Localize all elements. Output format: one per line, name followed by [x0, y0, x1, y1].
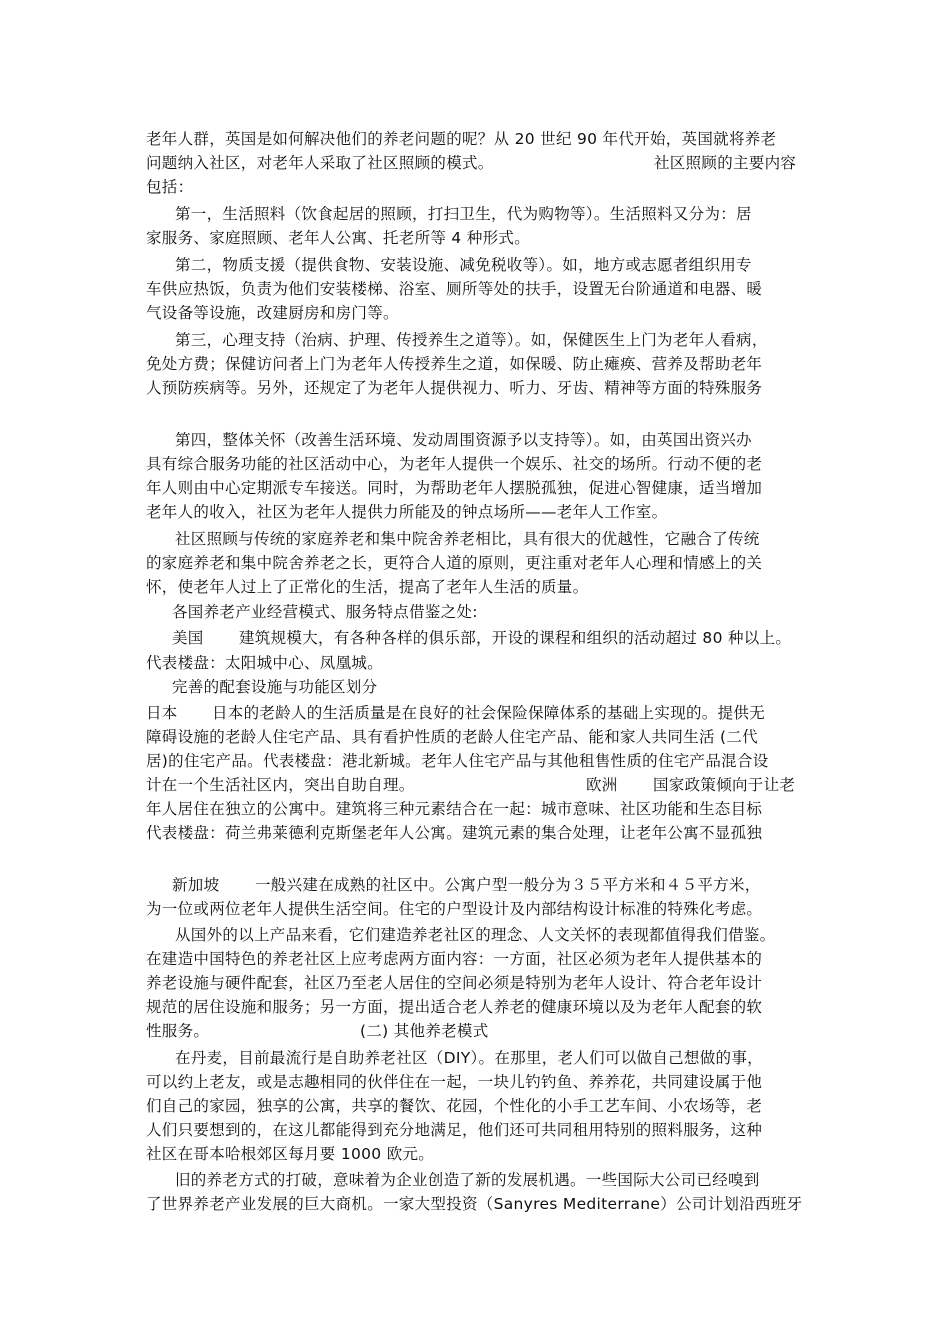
text-line: 社区照顾的主要内容: [654, 154, 797, 172]
text-line: 社区在哥本哈根郊区每月要 1000 欧元。: [146, 1145, 435, 1163]
text-line: 的家庭养老和集中院舍养老之长，更符合人道的原则，更注重对老年人心理和情感上的关: [146, 554, 763, 572]
text-line: 第四，整体关怀（改善生活环境、发动周围资源予以支持等）。如，由英国出资兴办: [175, 431, 752, 449]
text-line: 了世界养老产业发展的巨大商机。一家大型投资（Sanyres Mediterrane）公司计划沿西班牙: [146, 1195, 803, 1213]
text-line: 可以约上老友，或是志趣相同的伙伴住在一起，一块儿钓钓鱼、养养花，共同建设属于他: [146, 1073, 763, 1091]
text-line: 问题纳入社区，对老年人采取了社区照顾的模式。: [146, 154, 494, 172]
text-line: 规范的居住设施和服务；另一方面，提出适合老人养老的健康环境以及为老年人配套的软: [146, 998, 763, 1016]
text-line: 代表楼盘：荷兰弗莱德利克斯堡老年人公寓。建筑元素的集合处理，让老年公寓不显孤独: [146, 824, 763, 842]
text-line: 们自己的家园，独享的公寓，共享的餐饮、花园，个性化的小手工艺车间、小农场等，老: [146, 1097, 763, 1115]
text-line: 新加坡: [172, 876, 220, 894]
text-line: 计在一个生活社区内，突出自助自理。: [146, 776, 415, 794]
text-line: 在丹麦，目前最流行是自助养老社区（DIY）。在那里，老人们可以做自己想做的事，: [175, 1049, 763, 1067]
text-line: 年人则由中心定期派专车接送。同时，为帮助老年人摆脱孤独，促进心智健康，适当增加: [146, 479, 763, 497]
text-line: 社区照顾与传统的家庭养老和集中院舍养老相比，具有很大的优越性，它融合了传统: [175, 530, 760, 548]
text-line: 气设备等设施，改建厨房和房门等。: [146, 304, 399, 322]
text-line: 包括：: [146, 178, 194, 196]
text-line: 建筑规模大，有各种各样的俱乐部，开设的课程和组织的活动超过 80 种以上。: [239, 629, 792, 647]
text-line: 日本: [146, 704, 178, 722]
text-line: 车供应热饭，负责为他们安装楼梯、浴室、厕所等处的扶手，设置无台阶通道和电器、暖: [146, 280, 763, 298]
text-line: 具有综合服务功能的社区活动中心，为老年人提供一个娱乐、社交的场所。行动不便的老: [146, 455, 763, 473]
text-line: 免处方费；保健访问者上门为老年人传授养生之道，如保暖、防止瘫痪、营养及帮助老年: [146, 355, 763, 373]
text-line: 人们只要想到的，在这儿都能得到充分地满足，他们还可共同租用特别的照料服务，这种: [146, 1121, 763, 1139]
text-line: 为一位或两位老年人提供生活空间。住宅的户型设计及内部结构设计标准的特殊化考虑。: [146, 900, 763, 918]
text-line: 从国外的以上产品来看，它们建造养老社区的理念、人文关怀的表现都值得我们借鉴。: [175, 926, 776, 944]
text-line: 第三，心理支持（治病、护理、传授养生之道等）。如，保健医生上门为老年人看病，: [175, 331, 768, 349]
text-line: 人预防疾病等。另外，还规定了为老年人提供视力、听力、牙齿、精神等方面的特殊服务: [146, 379, 763, 397]
text-line: 老年人的收入，社区为老年人提供力所能及的钟点场所——老年人工作室。: [146, 503, 668, 521]
text-line: 怀，使老年人过上了正常化的生活，提高了老年人生活的质量。: [146, 578, 589, 596]
text-line: 日本的老龄人的生活质量是在良好的社会保险保障体系的基础上实现的。提供无: [212, 704, 766, 722]
text-line: 各国养老产业经营模式、服务特点借鉴之处:: [172, 603, 478, 621]
text-line: 美国: [172, 629, 204, 647]
text-line: 障碍设施的老龄人住宅产品、具有看护性质的老龄人住宅产品、能和家人共同生活 (二代: [146, 728, 758, 746]
text-line: 代表楼盘：太阳城中心、凤凰城。: [146, 654, 384, 672]
text-line: 完善的配套设施与功能区划分: [172, 678, 378, 696]
text-line: 性服务。: [146, 1022, 210, 1040]
text-line: 居)的住宅产品。代表楼盘：港北新城。老年人住宅产品与其他租售性质的住宅产品混合设: [146, 752, 769, 770]
text-line: 国家政策倾向于让老: [653, 776, 796, 794]
text-line: 第一，生活照料（饮食起居的照顾，打扫卫生，代为购物等）。生活照料又分为：居: [175, 205, 752, 223]
text-line: 一般兴建在成熟的社区中。公寓户型一般分为３５平方米和４５平方米，: [255, 876, 761, 894]
text-line: 家服务、家庭照顾、老年人公寓、托老所等 4 种形式。: [146, 229, 531, 247]
text-line: (二) 其他养老模式: [360, 1022, 489, 1040]
text-line: 旧的养老方式的打破，意味着为企业创造了新的发展机遇。一些国际大公司已经嗅到: [175, 1171, 760, 1189]
text-line: 老年人群，英国是如何解决他们的养老问题的呢？从 20 世纪 90 年代开始，英国就将养老: [146, 130, 777, 148]
text-line: 养老设施与硬件配套，社区乃至老人居住的空间必须是特别为老年人设计、符合老年设计: [146, 974, 763, 992]
text-line: 年人居住在独立的公寓中。建筑将三种元素结合在一起：城市意味、社区功能和生态目标: [146, 800, 763, 818]
text-line: 欧洲: [586, 776, 618, 794]
text-line: 在建造中国特色的养老社区上应考虑两方面内容：一方面，社区必须为老年人提供基本的: [146, 950, 763, 968]
text-line: 第二，物质支援（提供食物、安装设施、减免税收等）。如，地方或志愿者组织用专: [175, 256, 752, 274]
